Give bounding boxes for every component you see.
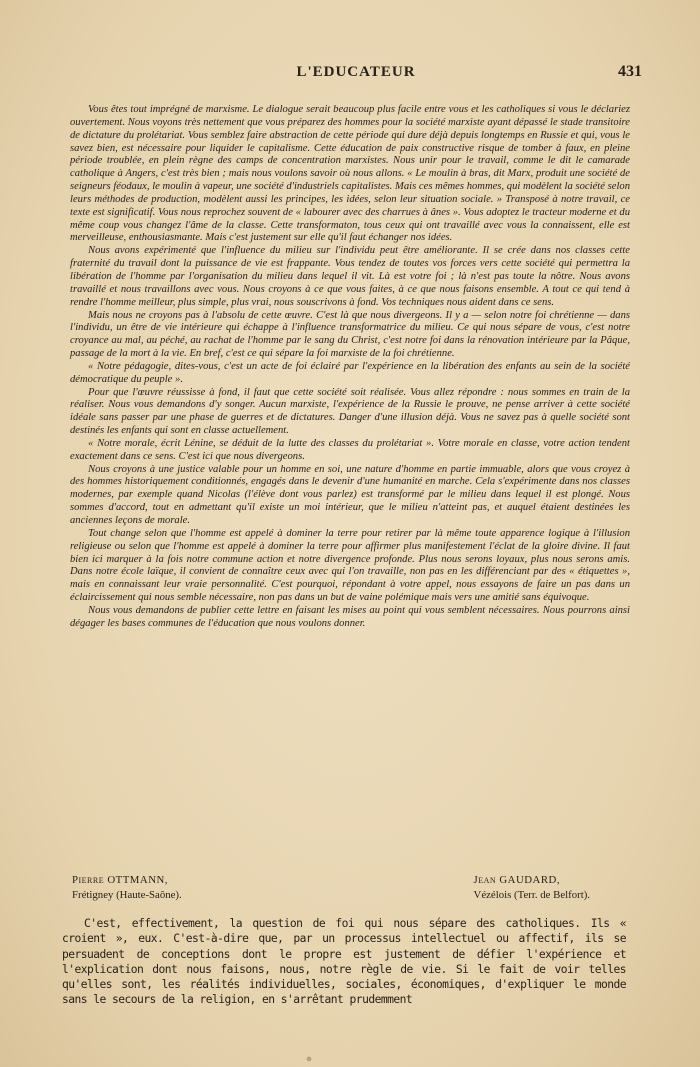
letter-paragraph: Nous vous demandons de publier cette lettre en faisant les mises au point qui vous semblent nécessaires. Nous pourrons ainsi dégager les bases communes de l'éducation que nous voulons donner. bbox=[70, 604, 630, 629]
signer-place: Frétigney (Haute-Saône). bbox=[72, 889, 182, 901]
letter-paragraph: Vous êtes tout imprégné de marxisme. Le dialogue serait beaucoup plus facile entre vous et les catholiques si vous le déclariez ouvertement. Nous voyons très nettement que vous préparez des hommes pour la société marxiste ayant dépassé le stade transitoire de dictature du prolétariat. Vous semblez faire abstraction de cette période qui dure déjà depuis longtemps en Russie et qui, vous le savez bien, est nécessaire pour liquider le capitalisme. Cette éducation de paix constructive risque de tomber à faux, en pleine période troublée, en plein règne des camps de concentration marxistes. Nous unir pour le travail, comme le dit le camarade catholique à Angers, c'est très bien ; mais nous voulons savoir où nous allons. « Le moulin à bras, dit Marx, produit une société de seigneurs féodaux, le moulin à vapeur, une société d'industriels capitalistes. Mais ces mêmes hommes, qui modèlent la société selon leurs méthodes de production, modèlent aussi les principes, les idées, selon leur situation sociale. » Transposé à notre travail, ce texte est significatif. Vous nous reprochez souvent de « labourer avec des charrues à ânes ». Vous adoptez le tracteur moderne et du même coup vous changez l'âme de la classe. Cette transformaton, tous ceux qui ont travaillé avec vous la connaissent, elle est merveilleuse, enthousiasmante. Mais c'est justement sur elle qu'il faut échanger nos idées. bbox=[70, 104, 630, 244]
letter-body bbox=[70, 104, 630, 631]
letter-paragraph: « Notre pédagogie, dites-vous, c'est un acte de foi éclairé par l'expérience en la libération des enfants au sein de la société démocratique du peuple ». bbox=[70, 360, 630, 385]
page-number: 431 bbox=[618, 63, 642, 80]
signature-block bbox=[70, 873, 590, 907]
letter-paragraph: Mais nous ne croyons pas à l'absolu de cette œuvre. C'est là que nous divergeons. Il y a — selon notre foi chrétienne — dans l'individu, un être de vie intérieure qui échappe à l'influence transformatrice du milieu. Ce qui nous sépare de vous, c'est notre croyance au mal, au péché, au rachat de l'homme par le sang du Christ, c'est notre foi dans la rénovation intérieure par la Pâque, passage de la mort à la vie. En bref, c'est ce qui sépare la foi marxiste de la foi chrétienne. bbox=[70, 309, 630, 360]
editor-response bbox=[62, 916, 626, 1008]
running-title: L'EDUCATEUR bbox=[296, 64, 416, 80]
signature-left bbox=[72, 873, 182, 903]
signer-place: Vézélois (Terr. de Belfort). bbox=[473, 889, 590, 901]
signer-name: Jean GAUDARD, bbox=[473, 874, 561, 886]
ornament-icon bbox=[305, 1055, 313, 1063]
letter-paragraph: Tout change selon que l'homme est appelé à dominer la terre pour retirer par là même toute apparence logique à l'illusion religieuse ou selon que l'homme est appelé à dominer la terre pour affirmer plus manifestement l'éclat de la gloire divine. Il faut bien ici marquer à la fois notre commune action et notre divergence profonde. Plus nous serons loyaux, plus nous serons amis. Dans notre école laïque, il convient de connaître ceux avec qui l'on travaille, non pas en les différenciant par des « étiquettes », mais en connaissant leur vraie personnalité. C'est pourquoi, répondant à votre appel, nous essayons de faire un pas dans un éclaircissement qui nous semble nécessaire, non pas dans un but de vaine polémique mais vers une amitié sans équivoque. bbox=[70, 527, 630, 604]
letter-paragraph: Pour que l'œuvre réussisse à fond, il faut que cette société soit réalisée. Vous allez répondre : nous sommes en train de la réaliser. Nous vous demandons d'y songer. Aucun marxiste, l'expérience de la Russie le prouve, ne pense arriver à cette société idéale sans passer par une phase de guerres et de dictatures. Danger d'une illusion déjà. Vous ne savez pas à quelle société sont destinés les enfants qui sont en classe actuellement. bbox=[70, 386, 630, 437]
response-paragraph: C'est, effectivement, la question de foi qui nous sépare des catholiques. Ils « croient », eux. C'est-à-dire que, par un processus intellectuel ou affectif, ils se persuadent de conceptions dont le propre est justement de défier l'expérience et l'explication dont nous faisons, nous, notre règle de vie. Si le fait de voir telles qu'elles sont, les réalités individuelles, sociales, économiques, d'expliquer le monde sans le secours de la religion, en s'arrêtant prudemment bbox=[62, 917, 626, 1007]
page-header bbox=[70, 58, 642, 88]
signature-right bbox=[474, 873, 590, 903]
letter-paragraph: « Notre morale, écrit Lénine, se déduit de la lutte des classes du prolétariat ». Votre morale en classe, votre action tendent exactement dans ce sens. C'est ici que nous divergeons. bbox=[70, 437, 630, 462]
letter-paragraph: Nous avons expérimenté que l'influence du milieu sur l'individu peut être améliorante. Il se crée dans nos classes cette fraternité du travail dont la puissance de vie est frappante. Vous tendez de toutes vos forces vers cette société qui permettra la libération de l'homme par l'organisation du milieu dans lequel il vit. Là est votre foi ; là n'est pas toute la nôtre. Nous avons travaillé et nous travaillons avec vous. Nous croyons à ce que vous faites, à ce que nous faisons ensemble. A tout ce qui tend à rendre l'homme meilleur, plus simple, plus vrai, nous souscrivons à fond. Vos techniques nous aident dans ce sens. bbox=[70, 245, 630, 308]
letter-paragraph: Nous croyons à une justice valable pour un homme en soi, une nature d'homme en partie immuable, alors que vous croyez à des hommes historiquement conditionnés, engagés dans le devenir d'une humanité en marche. Cela s'expérimente dans nos classes modernes, par exemple quand Nicolas (l'élève dont vous parlez) est transformé par le milieu dans lequel il est plongé. Nous sommes d'accord, tout en admettant qu'il existe un moi intérieur, que le milieu n'atteint pas, et auquel étaient destinées les anciennes leçons de morale. bbox=[70, 463, 630, 526]
signer-name: Pierre OTTMANN, bbox=[72, 874, 168, 886]
